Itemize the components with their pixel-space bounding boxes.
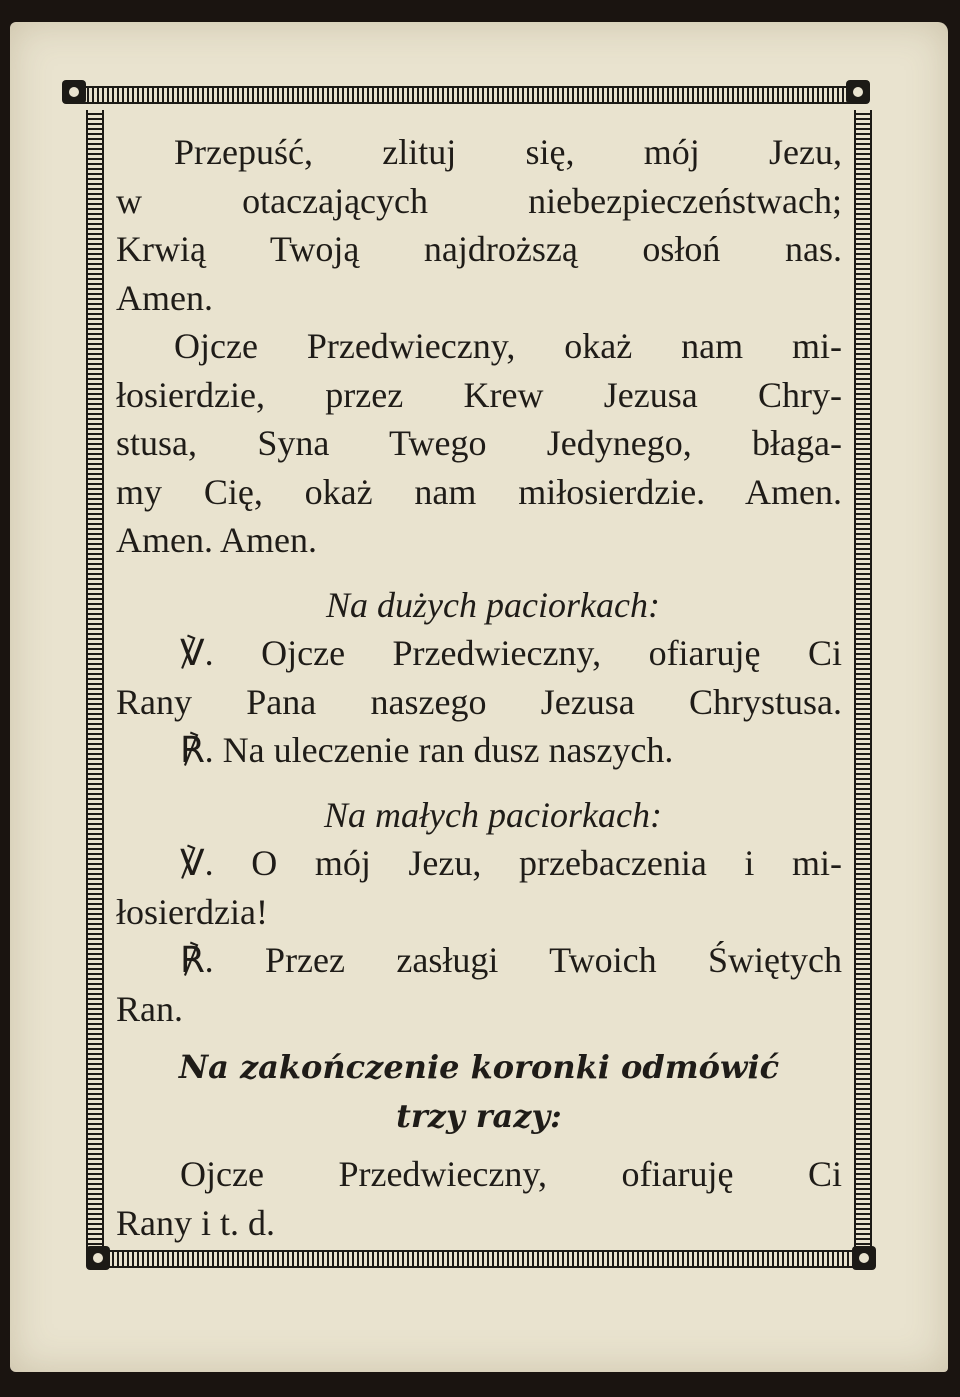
section-heading: Na dużych paciorkach:	[326, 584, 660, 625]
section-heading: Na zakończenie koronki odmówić	[178, 1048, 780, 1086]
corner-ornament-icon	[62, 80, 86, 104]
text-line: ℣. Ojcze Przedwieczny, ofiaruję Ci	[180, 633, 842, 673]
border-left	[86, 110, 104, 1250]
text-line: ℟. Na uleczenie ran dusz naszych.	[180, 730, 674, 770]
text-line: Rany i t. d.	[116, 1202, 275, 1243]
section-heading: trzy razy:	[396, 1096, 562, 1135]
border-top	[82, 86, 856, 104]
text-line: Ojcze Przedwieczny, okaż nam mi-	[174, 326, 842, 366]
corner-ornament-icon	[86, 1246, 110, 1270]
text-line: Ojcze Przedwieczny, ofiaruję Ci	[180, 1154, 842, 1194]
text-line: Przepuść, zlituj się, mój Jezu,	[174, 132, 842, 172]
text-line: łosierdzie, przez Krew Jezusa Chry-	[116, 374, 842, 415]
text-line: Amen. Amen.	[116, 520, 317, 560]
text-line: ℣. O mój Jezu, przebaczenia i mi-	[180, 843, 842, 883]
border-right	[854, 110, 872, 1250]
section-heading: Na małych paciorkach:	[324, 794, 662, 835]
text-line: Rany Pana naszego Jezusa Chrystusa.	[116, 681, 842, 722]
corner-ornament-icon	[852, 1246, 876, 1270]
border-bottom	[92, 1250, 866, 1268]
text-line: Ran.	[116, 988, 183, 1029]
text-line: w otaczających niebezpieczeństwach;	[116, 180, 842, 221]
text-line: ℟. Przez zasługi Twoich Świętych	[180, 940, 842, 980]
text-line: Amen.	[116, 277, 213, 318]
text-line: stusa, Syna Twego Jedynego, błaga-	[116, 423, 842, 463]
text-line: łosierdzia!	[116, 891, 268, 932]
text-line: Krwią Twoją najdroższą osłoń nas.	[116, 229, 842, 269]
corner-ornament-icon	[846, 80, 870, 104]
prayer-text	[116, 128, 842, 1247]
text-line: my Cię, okaż nam miłosierdzie. Amen.	[116, 471, 842, 512]
